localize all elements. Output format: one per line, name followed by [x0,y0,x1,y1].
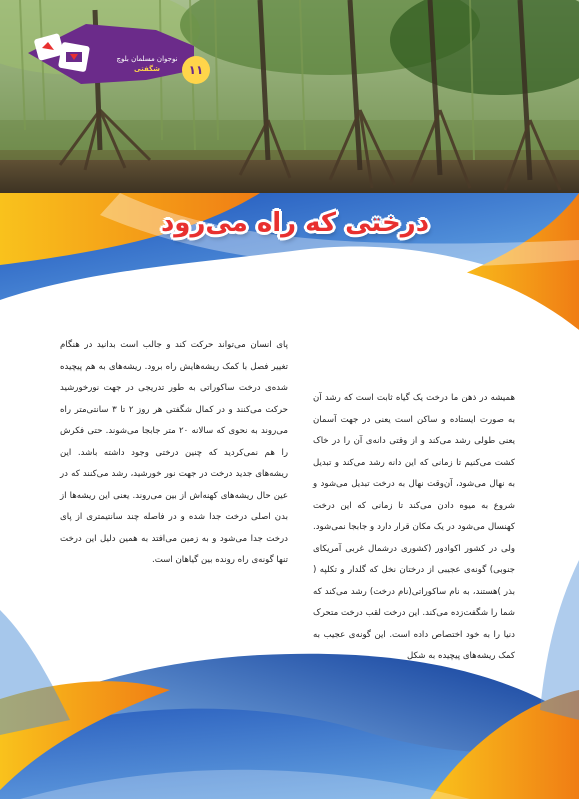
article-title: درختی که راه می‌رود [160,208,430,238]
badge-text [114,54,180,74]
section-label: شگفتی [134,65,160,73]
column-right-text: همیشه در ذهن ما درخت یک گیاه ثابت است که رشد آن به صورت ایستاده و ساکن است یعنی در جهت آسمان یعنی طولی رشد می‌کند و از وقتی دانه‌ی آن را در خاک کشت می‌کنیم تا زمانی که این دانه رشد می‌کند و تبدیل به نهال می‌شود، آن‌وقت نهال به درخت تبدیل می‌شود و شروع به میوه دادن می‌کند تا زمانی که این درخت کهنسال می‌شود در یک مکان قرار دارد و جابجا نمی‌شود. ولی در کشور اکوادور (کشوری درشمال غربی آمریکای جنوبی) گونه‌ی عجیبی از درختان نخل که گلدار و تکلپه ( بذر )هستند، به نام ساکوراتی(نام درخت) رشد می‌کند که شما را شگفت‌زده می‌کند. این درخت لقب درخت متحرک دنیا را به خود اختصاص داده است. این گونه‌ی عجیب به کمک ریشه‌های پیچیده به شکل [313,393,515,661]
magazine-name: نوجوان مسلمان بلوچ [116,55,178,63]
column-left-text: پای انسان می‌تواند حرکت کند و جالب است بدانید در هنگام تغییر فصل با کمک ریشه‌هایش راه برود. ریشه‌های به هم پیچیده شده‌ی درخت ساکوراتی به طور تدریجی در جهت نورخورشید حرکت می‌کنند و در کمال شگفتی هر روز ۲ تا ۳ سانتی‌متر راه می‌روند به نحوی که سالانه ۲۰ متر جابجا می‌شوند. حتی فکرش را هم نمی‌کردید که چنین درختی وجود داشته باشد. این ریشه‌های جدید درخت در جهت نور خورشید، رشد می‌کنند که در عین حال ریشه‌های کهنه‌اش از بین می‌روند. یعنی این ریشه‌ها از بدن اصلی درخت جدا شده و در فاصله چند سانتیمتری از پای درخت جدا می‌شود و به زمین می‌افتد به همین دلیل این درخت تنها گونه‌ی راه رونده بین گیاهان است. [60,340,289,565]
article-column-left [60,335,288,572]
badge-shape [26,18,196,88]
page-number: ۱۱ [182,56,210,84]
article-column-right [313,388,515,668]
magazine-badge [26,18,204,88]
